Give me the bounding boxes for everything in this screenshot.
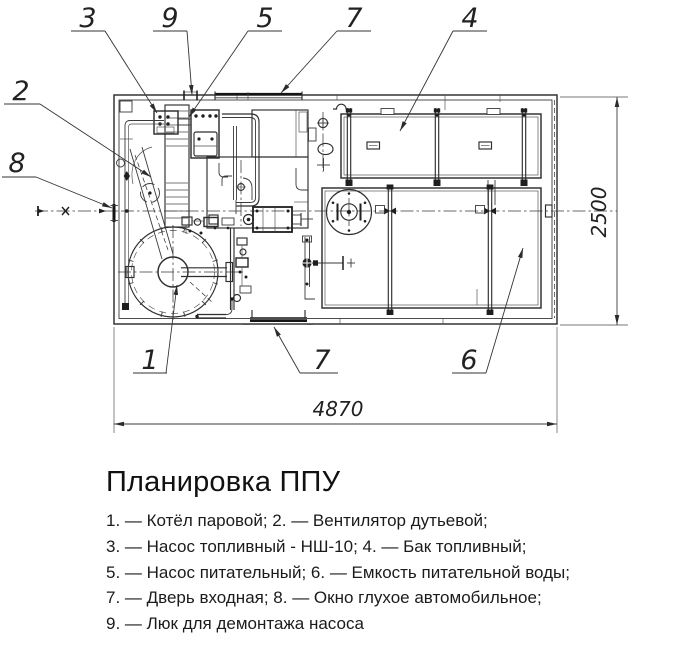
callout-6-label: 6: [460, 345, 478, 376]
callout-1: [133, 285, 177, 376]
water-tank: [322, 185, 552, 316]
dimension-width: [114, 327, 557, 433]
manhole-flange: [327, 190, 372, 235]
window: [111, 204, 119, 222]
feed-pump-block: [178, 110, 219, 158]
steam-boiler: [118, 225, 243, 320]
callout-7-bottom-label: 7: [313, 345, 331, 376]
fuel-tank-straps: [346, 108, 528, 186]
callout-3-label: 3: [79, 3, 97, 34]
callout-9-label: 9: [161, 3, 179, 34]
callout-7-top: [281, 3, 371, 93]
callout-7-bottom: [274, 327, 338, 376]
callout-2-label: 2: [12, 76, 30, 107]
piping-loop: [222, 114, 259, 214]
tank-fittings-lower: [302, 236, 355, 299]
fuel-pump: [154, 111, 178, 134]
callout-1-label: 1: [141, 345, 159, 376]
left-piping: [117, 121, 165, 311]
valve-cluster-right: [231, 228, 252, 310]
callout-4-label: 4: [461, 3, 479, 34]
wall-fitting: [117, 159, 125, 167]
dimension-height: [560, 97, 628, 325]
dim-height-label: 2500: [587, 186, 611, 238]
legend-line-3: 5. — Насос питательный; 6. — Емкость питательной воды;: [106, 562, 570, 582]
callout-7-top-label: 7: [345, 3, 363, 34]
callout-2: [4, 76, 151, 177]
callout-4: [400, 3, 487, 131]
valve-cluster-left: [182, 217, 218, 235]
fuel-tank: [341, 108, 541, 205]
blower-duct: [130, 147, 173, 259]
callout-5-label: 5: [256, 3, 274, 34]
drawing-title: Планировка ППУ: [106, 466, 341, 498]
corner-box: [120, 101, 132, 112]
legend-line-5: 9. — Люк для демонтажа насоса: [106, 614, 364, 634]
dim-width-label: 4870: [312, 397, 364, 421]
water-tank-straps: [384, 185, 496, 316]
legend-line-1: 1. — Котёл паровой; 2. — Вентилятор дутьевой;: [106, 511, 488, 530]
legend: [106, 508, 666, 637]
callout-8: [2, 148, 112, 208]
legend-line-4: 7. — Дверь входная; 8. — Окно глухое автомобильное;: [106, 588, 542, 608]
bottom-door: [243, 310, 313, 325]
callout-9: [153, 3, 192, 95]
callout-8-label: 8: [8, 148, 26, 179]
legend-line-2: 3. — Насос топливный - НШ-10; 4. — Бак топливный;: [106, 536, 527, 556]
caption: [106, 466, 666, 637]
top-door: [215, 92, 302, 101]
van-body-frame: [114, 95, 557, 324]
